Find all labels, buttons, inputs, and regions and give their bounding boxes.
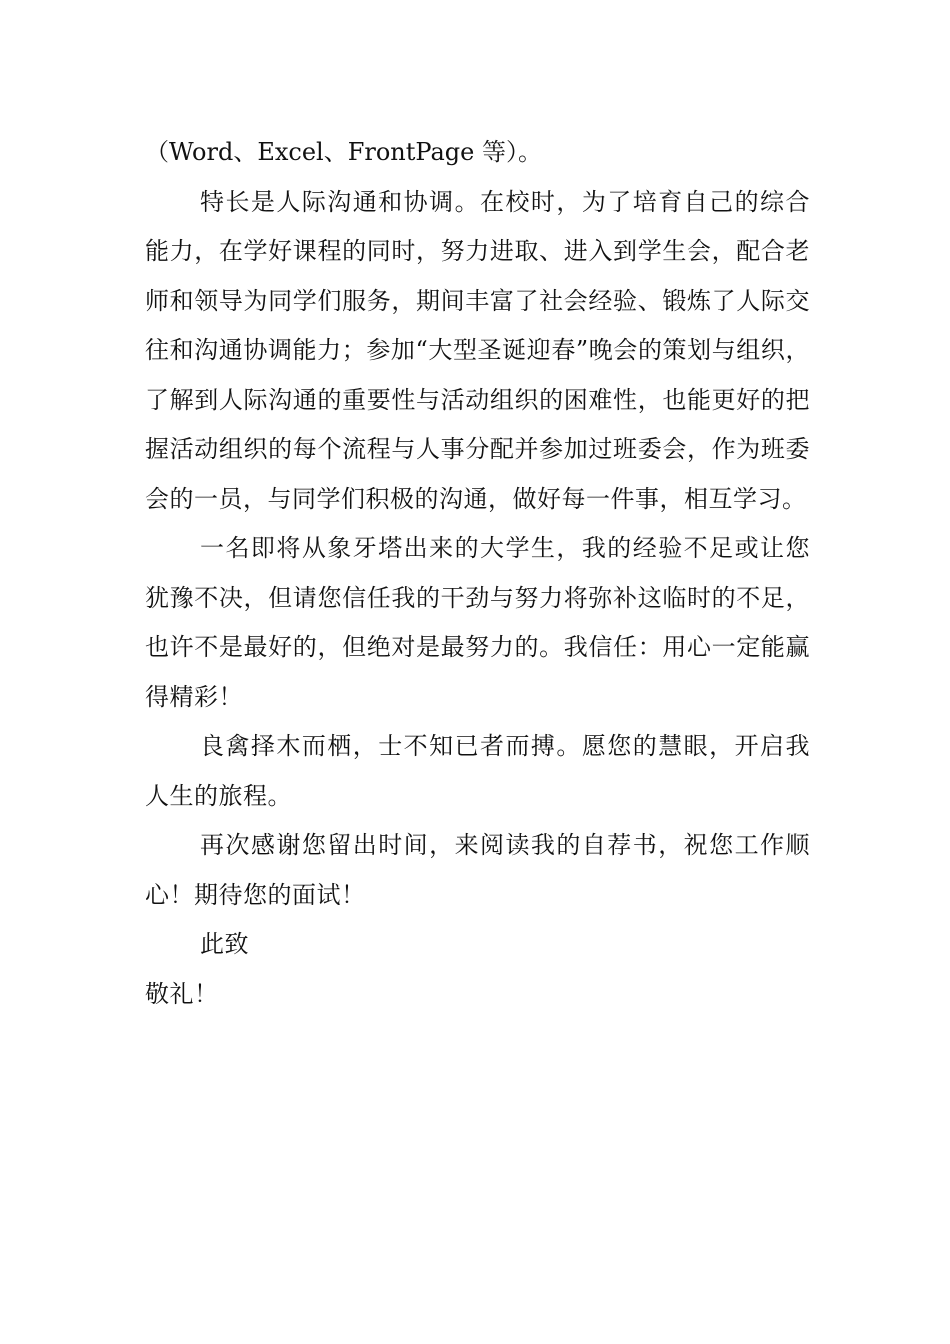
- paragraph-software-list: （Word、Excel、FrontPage 等）。: [145, 138, 542, 166]
- paragraph-strengths: 特长是人际沟通和协调。在校时，为了培育自己的综合能力，在学好课程的同时，努力进取、进入到学生会，配合老师和领导为同学们服务，期间丰富了社会经验、锻炼了人际交往和沟通协调能力；参加“大型圣诞迎春”晚会的策划与组织，了解到人际沟通的重要性与活动组织的困难性，也能更好的把握活动组织的每个流程与人事分配并参加过班委会，作为班委会的一员，与同学们积极的沟通，做好每一件事，相互学习。: [145, 187, 810, 513]
- closing-regards: 敬礼！: [145, 979, 219, 1008]
- paragraph-proverb: 良禽择木而栖，士不知已者而搏。愿您的慧眼，开启我人生的旅程。: [145, 732, 810, 810]
- closing-salutation: 此致: [200, 930, 249, 958]
- paragraph-commitment: 一名即将从象牙塔出来的大学生，我的经验不足或让您犹豫不决，但请您信任我的干劲与努力将弥补这临时的不足，也许不是最好的，但绝对是最努力的。我信任：用心一定能赢得精彩！: [145, 534, 810, 711]
- letter-body: [145, 128, 810, 1019]
- paragraph-thanks: 再次感谢您留出时间，来阅读我的自荐书，祝您工作顺心！期待您的面试！: [145, 831, 810, 909]
